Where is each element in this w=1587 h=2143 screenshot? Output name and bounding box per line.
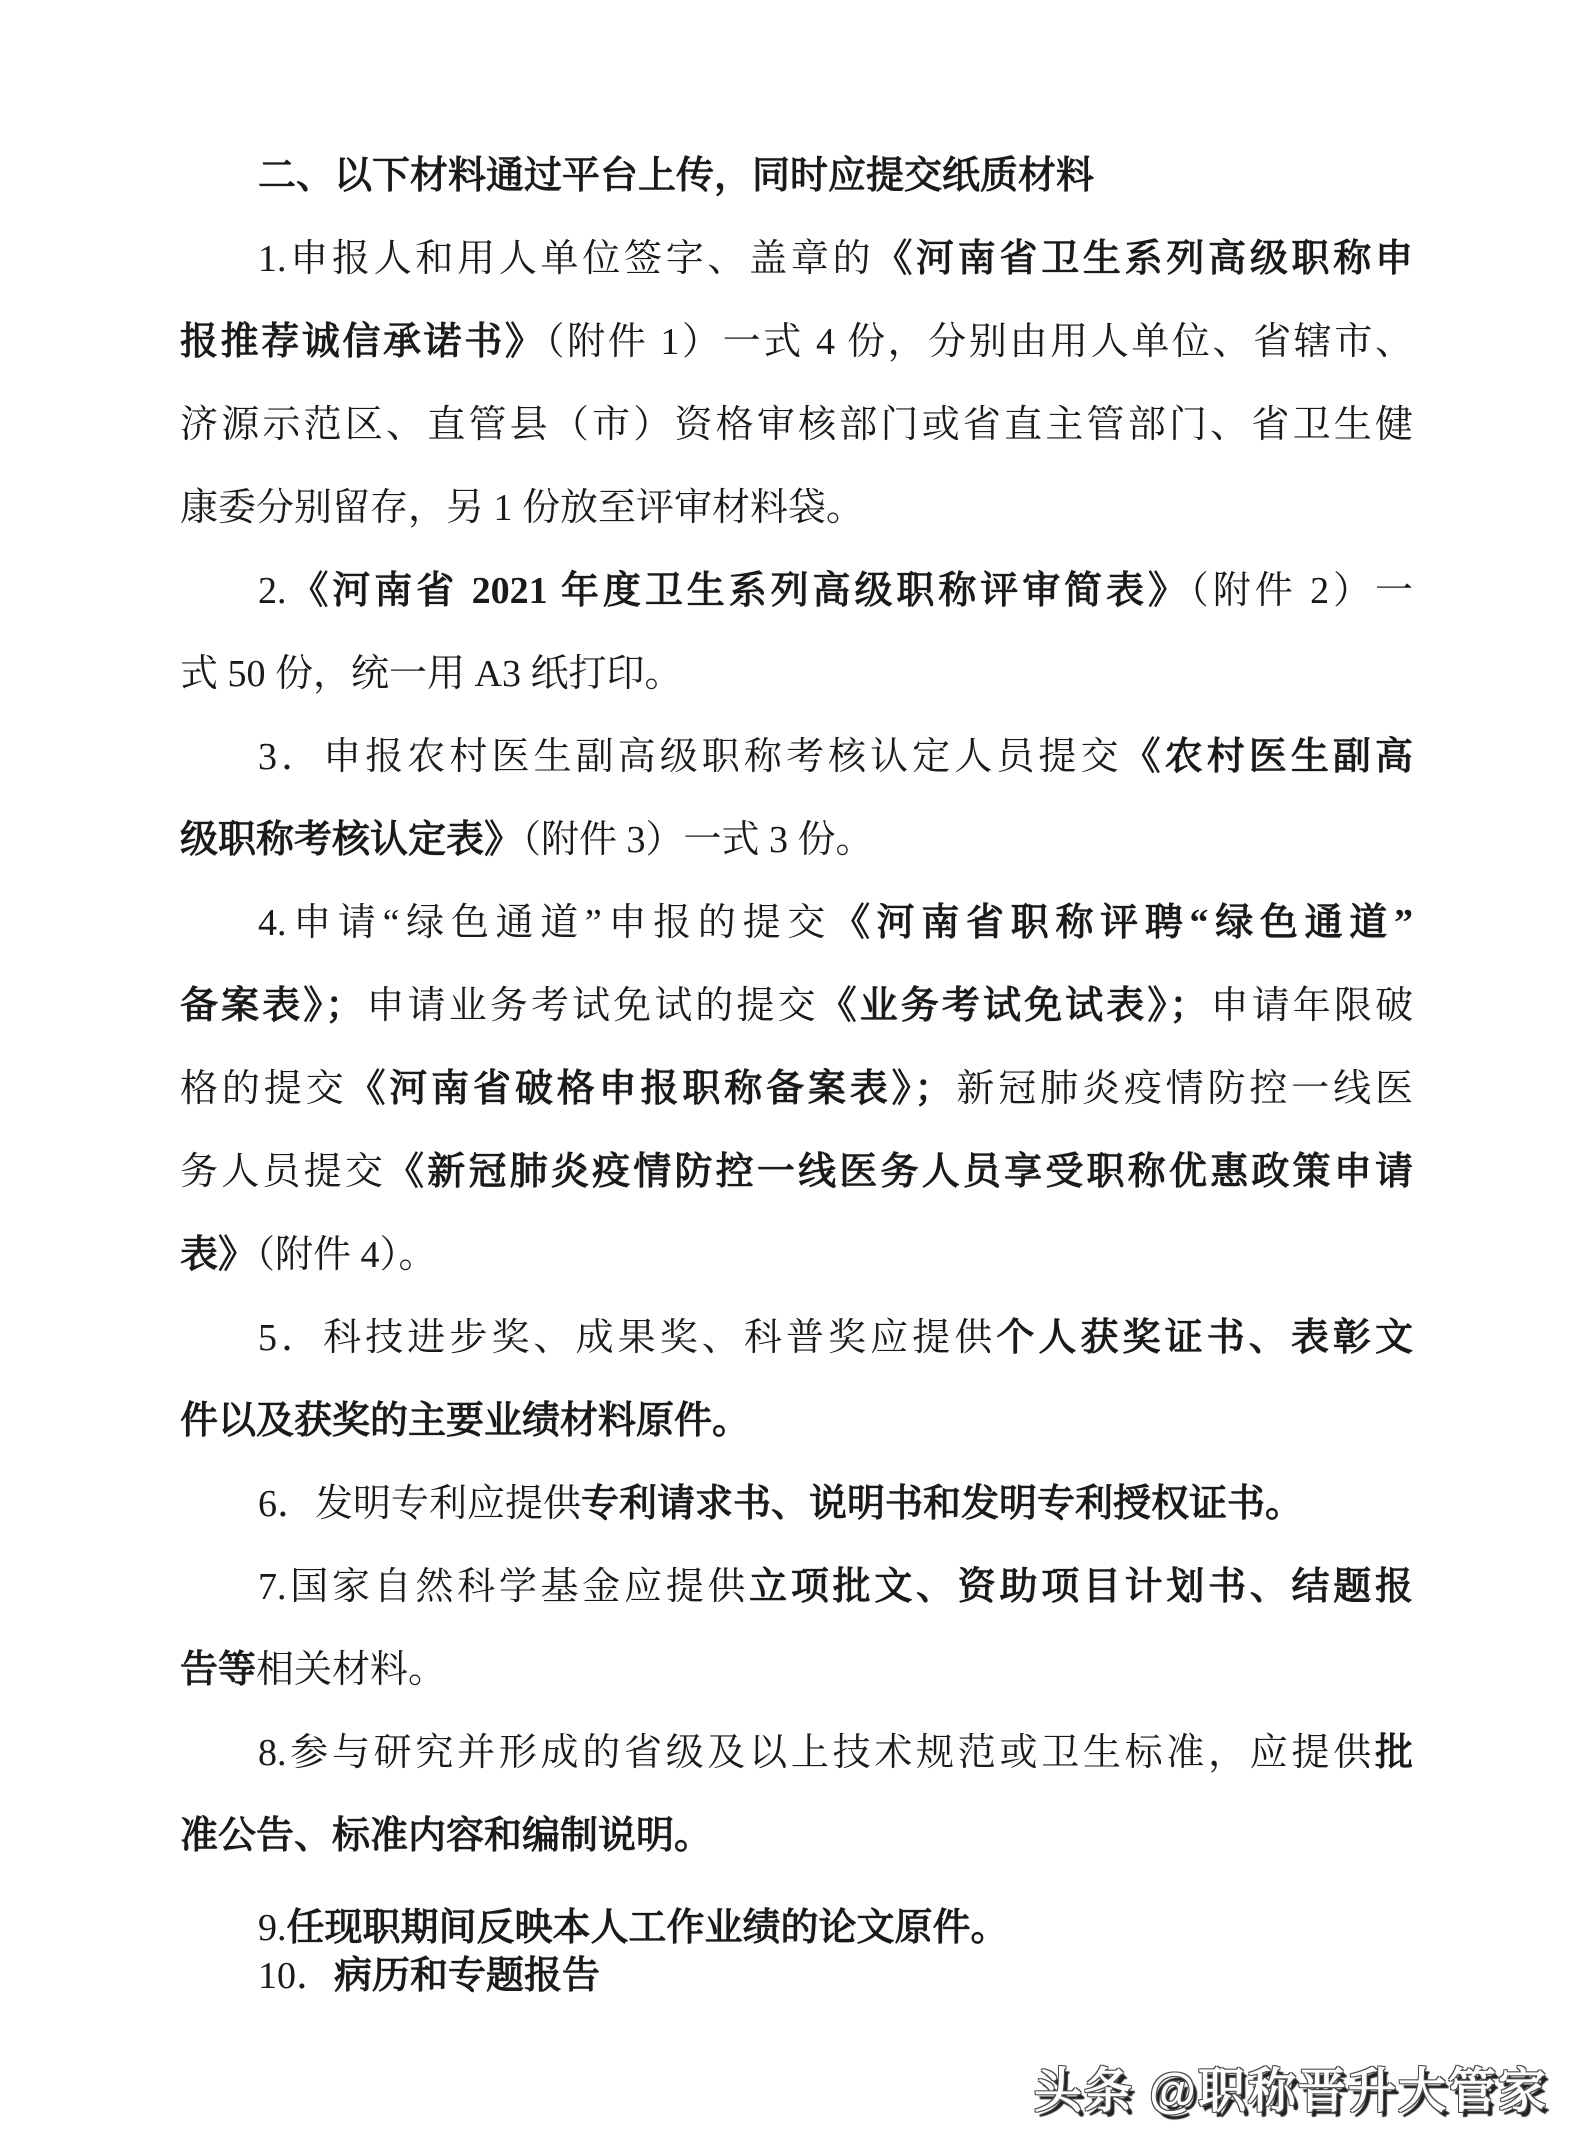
toutiao-watermark: 头条 @职称晋升大管家 bbox=[1033, 2065, 1548, 2118]
text-run: （附件 2）一 bbox=[1189, 570, 1413, 612]
text-run: 4.申请“绿色通道”申报的提交 bbox=[258, 902, 832, 944]
text-line bbox=[180, 1952, 1413, 2000]
text-run: 式 50 份，统一用 A3 纸打印。 bbox=[180, 653, 683, 695]
text-line bbox=[180, 799, 1413, 882]
document-body bbox=[180, 135, 1413, 2000]
text-line bbox=[180, 384, 1413, 467]
text-run: 9. bbox=[258, 1907, 287, 1949]
text-line bbox=[180, 1629, 1413, 1712]
text-line bbox=[180, 882, 1413, 965]
text-run: 批 bbox=[1374, 1732, 1413, 1774]
text-run: （附件 3）一式 3 份。 bbox=[522, 819, 874, 861]
text-run: 准公告、标准内容和编制说明。 bbox=[180, 1815, 713, 1857]
text-line bbox=[180, 1131, 1413, 1214]
text-run: 申请业务考试免试的提交 bbox=[363, 985, 819, 1027]
text-run: 《新冠肺炎疫情防控一线医务人员享受职称优惠政策申请 bbox=[386, 1151, 1413, 1193]
text-line bbox=[180, 467, 1413, 550]
text-run: 报推荐诚信承诺书》 bbox=[180, 321, 546, 363]
text-line bbox=[180, 550, 1413, 633]
text-run: （附件 1）一式 4 份，分别由用人单位、省辖市、 bbox=[545, 321, 1413, 363]
text-run: 2. bbox=[258, 570, 287, 612]
text-line bbox=[180, 1463, 1413, 1546]
text-run: 5．科技进步奖、成果奖、科普奖应提供 bbox=[258, 1317, 997, 1359]
text-run: 二、以下材料通过平台上传，同时应提交纸质材料 bbox=[258, 155, 1095, 197]
text-run: 《业务考试免试表》； bbox=[818, 985, 1208, 1027]
text-run: 1.申报人和用人单位签字、盖章的 bbox=[258, 238, 875, 280]
text-run: 《河南省 2021 年度卫生系列高级职称评审简表》 bbox=[286, 570, 1190, 612]
text-run: 格的提交 bbox=[180, 1068, 348, 1110]
text-run: 济源示范区、直管县（市）资格审核部门或省直主管部门、省卫生健 bbox=[180, 404, 1413, 446]
text-line bbox=[180, 135, 1413, 218]
text-line bbox=[180, 965, 1413, 1048]
text-run: 任现职期间反映本人工作业绩的论文原件。 bbox=[286, 1907, 1009, 1949]
text-run: （附件 4）。 bbox=[256, 1234, 437, 1276]
text-line bbox=[180, 1712, 1413, 1795]
text-line bbox=[180, 1048, 1413, 1131]
text-run: 申请年限破 bbox=[1207, 985, 1413, 1027]
text-line bbox=[180, 301, 1413, 384]
text-line bbox=[180, 716, 1413, 799]
text-run: 表》 bbox=[180, 1234, 257, 1276]
text-run: 级职称考核认定表》 bbox=[180, 819, 523, 861]
text-run: 《河南省职称评聘“绿色通道” bbox=[831, 902, 1413, 944]
text-run: 件以及获奖的主要业绩材料原件。 bbox=[180, 1400, 751, 1442]
text-run: 专利请求书、说明书和发明专利授权证书。 bbox=[581, 1483, 1304, 1525]
text-line bbox=[180, 1904, 1413, 1952]
text-run: 8.参与研究并形成的省级及以上技术规范或卫生标准，应提供 bbox=[258, 1732, 1375, 1774]
text-run: 《农村医生副高 bbox=[1122, 736, 1413, 778]
text-run: 《河南省卫生系列高级职称申 bbox=[874, 238, 1413, 280]
text-run: 告等 bbox=[180, 1649, 257, 1691]
text-run: 6．发明专利应提供 bbox=[258, 1483, 582, 1525]
text-line bbox=[180, 218, 1413, 301]
text-line bbox=[180, 1297, 1413, 1380]
text-line bbox=[180, 1795, 1413, 1878]
text-run: 《河南省破格申报职称备案表》； bbox=[347, 1068, 953, 1110]
text-run: 立项批文、资助项目计划书、结题报 bbox=[749, 1566, 1413, 1608]
text-run: 相关材料。 bbox=[256, 1649, 447, 1691]
text-run: 病历和专题报告 bbox=[334, 1955, 601, 1997]
text-line bbox=[180, 1214, 1413, 1297]
text-run: 备案表》； bbox=[180, 985, 364, 1027]
text-line bbox=[180, 633, 1413, 716]
text-run: 务人员提交 bbox=[180, 1151, 387, 1193]
text-run: 10． bbox=[258, 1955, 335, 1997]
text-run: 新冠肺炎疫情防控一线医 bbox=[952, 1068, 1413, 1110]
text-run: 康委分别留存，另 1 份放至评审材料袋。 bbox=[180, 487, 865, 529]
text-line bbox=[180, 1546, 1413, 1629]
text-line bbox=[180, 1380, 1413, 1463]
text-run: 3．申报农村医生副高级职称考核认定人员提交 bbox=[258, 736, 1123, 778]
text-run: 个人获奖证书、表彰文 bbox=[996, 1317, 1413, 1359]
text-run: 7.国家自然科学基金应提供 bbox=[258, 1566, 750, 1608]
